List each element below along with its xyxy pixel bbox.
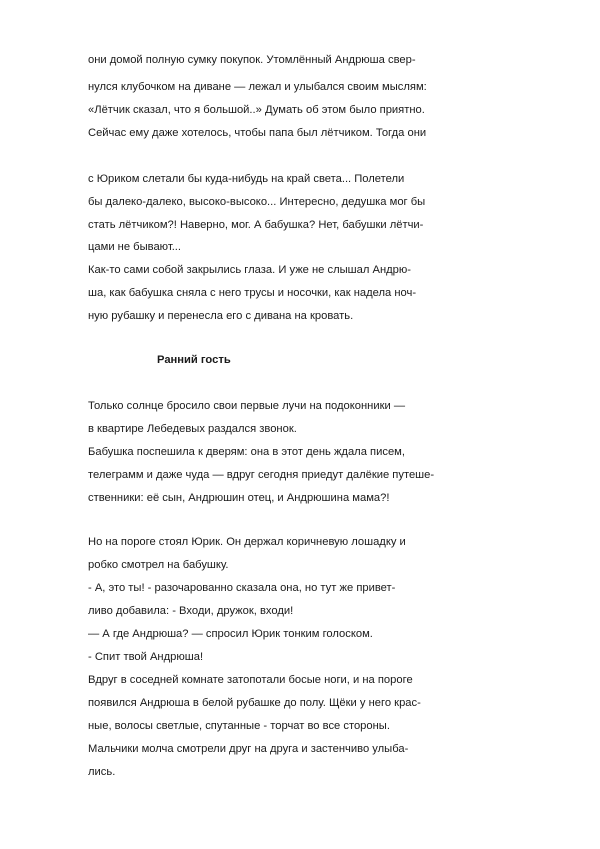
- text-line: ливо добавила: - Входи, дружок, входи!: [88, 605, 294, 617]
- text-line: они домой полную сумку покупок. Утомлённый Андрюша свер-: [88, 54, 416, 66]
- text-line: ственники: её сын, Андрюшин отец, и Андрюшина мама?!: [88, 492, 390, 504]
- text-line: цами не бывают...: [88, 241, 182, 253]
- text-line: с Юриком слетали бы куда-нибудь на край света... Полетели: [88, 173, 405, 185]
- text-line: Мальчики молча смотрели друг на друга и застенчиво улыба-: [88, 743, 409, 755]
- chapter-title: Ранний гость: [157, 354, 231, 366]
- text-line: появился Андрюша в белой рубашке до полу. Щёки у него крас-: [88, 697, 421, 709]
- text-line: Сейчас ему даже хотелось, чтобы папа был лётчиком. Тогда они: [88, 127, 427, 139]
- text-line: Вдруг в соседней комнате затопотали босые ноги, и на пороге: [88, 674, 413, 686]
- text-line: «Лётчик сказал, что я большой..» Думать об этом было приятно.: [88, 104, 425, 116]
- text-line: - Спит твой Андрюша!: [88, 651, 204, 663]
- text-line: телеграмм и даже чуда — вдруг сегодня приедут далёкие путеше-: [88, 469, 435, 481]
- text-line: бы далеко-далеко, высоко-высоко... Интересно, дедушка мог бы: [88, 196, 426, 208]
- text-line: робко смотрел на бабушку.: [88, 559, 229, 571]
- text-line: ную рубашку и перенесла его с дивана на кровать.: [88, 310, 354, 322]
- text-line: — А где Андрюша? — спросил Юрик тонким голоском.: [88, 628, 373, 640]
- text-line: Только солнце бросило свои первые лучи на подоконники —: [88, 400, 406, 412]
- text-line: Как-то сами собой закрылись глаза. И уже не слышал Андрю-: [88, 264, 412, 276]
- text-line: - А, это ты! - разочарованно сказала она, но тут же привет-: [88, 582, 396, 594]
- text-line: Но на пороге стоял Юрик. Он держал коричневую лошадку и: [88, 536, 406, 548]
- text-line: нулся клубочком на диване — лежал и улыбался своим мыслям:: [88, 81, 427, 93]
- text-line: стать лётчиком?! Наверно, мог. А бабушка? Нет, бабушки лётчи-: [88, 219, 424, 231]
- text-line: лись.: [88, 766, 116, 778]
- text-line: ша, как бабушка сняла с него трусы и носочки, как надела ноч-: [88, 287, 417, 299]
- text-line: ные, волосы светлые, спутанные - торчат во все стороны.: [88, 720, 390, 732]
- text-line: в квартире Лебедевых раздался звонок.: [88, 423, 297, 435]
- text-line: Бабушка поспешила к дверям: она в этот день ждала писем,: [88, 446, 405, 458]
